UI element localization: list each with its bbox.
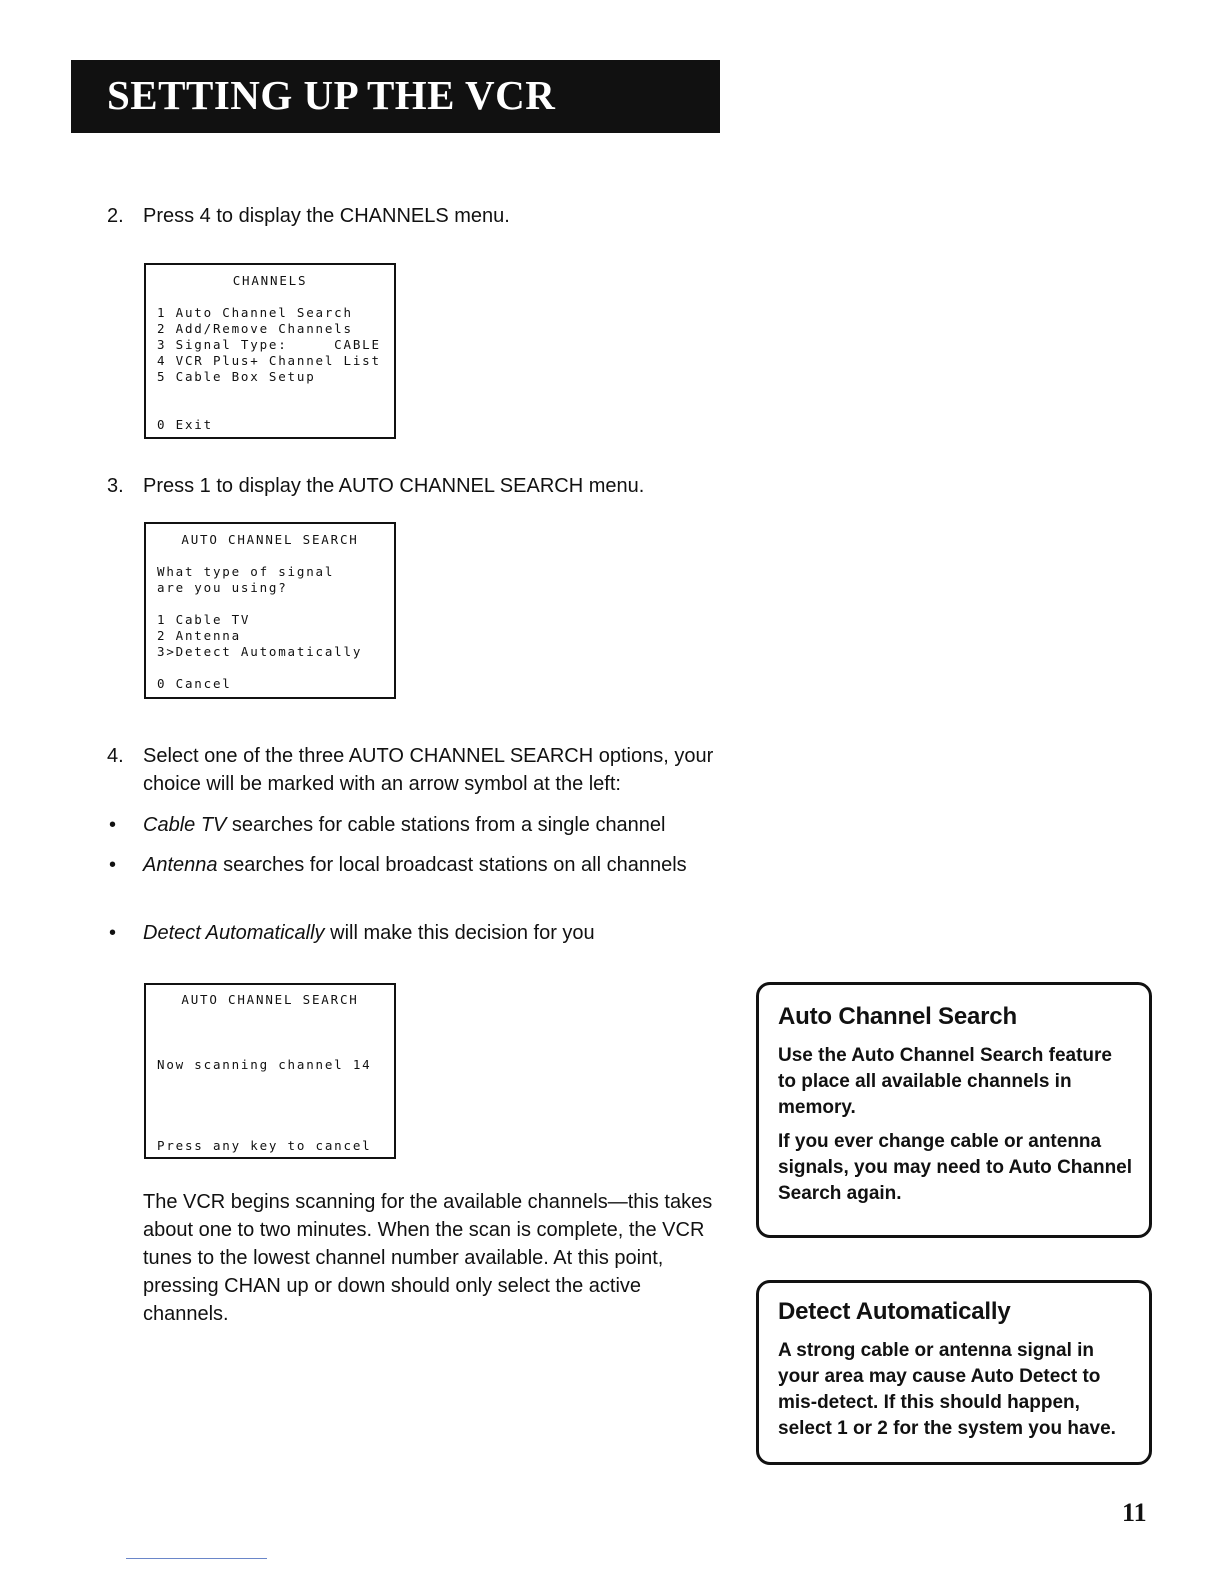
bullet-dot-icon: • [109,854,117,876]
sidebar-title: Auto Channel Search [778,1003,1017,1030]
sidebar-auto-channel-search [756,982,1152,1238]
step-4 [107,742,719,798]
bullet-cable-tv [107,811,719,839]
bullet-detect-automatically [107,919,719,947]
sidebar-paragraph: Use the Auto Channel Search feature to place all available channels in memory. [778,1045,1112,1118]
sidebar-title: Detect Automatically [778,1298,1011,1325]
bullet-antenna [107,851,719,879]
scan-footer: Press any key to cancel [157,1138,372,1153]
step-2 [107,202,719,230]
menu-option-selected: 3>Detect Automatically [157,644,363,659]
step-text: Press 1 to display the AUTO CHANNEL SEARCH menu. [143,475,645,497]
scan-status: Now scanning channel 14 [157,1057,372,1072]
menu-item: 3 Signal Type: CABLE [157,337,381,352]
bullet-term: Detect Automatically [143,922,325,944]
menu-item: 1 Auto Channel Search [157,305,353,320]
bullet-dot-icon: • [109,814,117,836]
menu-exit: 0 Exit [157,417,213,432]
bullet-text: searches for cable stations from a single channel [226,814,666,836]
auto-search-menu-screen [144,522,396,699]
step-3 [107,472,719,500]
page-number: 11 [1122,1498,1147,1527]
section-title: SETTING UP THE VCR [107,72,556,118]
menu-option: 1 Cable TV [157,612,251,627]
step-number: 2. [107,205,124,227]
step-text: Select one of the three AUTO CHANNEL SEARCH options, your choice will be marked with an arrow symbol at the left: [143,745,714,795]
menu-item: 2 Add/Remove Channels [157,321,353,336]
bullet-text: searches for local broadcast stations on all channels [217,854,687,876]
sidebar-paragraph: A strong cable or antenna signal in your area may cause Auto Detect to mis-detect. If this should happen, select 1 or 2 for the system you have. [778,1340,1116,1439]
menu-cancel: 0 Cancel [157,676,232,691]
menu-item: 4 VCR Plus+ Channel List [157,353,381,368]
sidebar-paragraph: If you ever change cable or antenna signals, you may need to Auto Channel Search again. [778,1131,1133,1204]
bullet-term: Cable TV [143,814,227,836]
bullet-text: will make this decision for you [324,922,595,944]
menu-item: 5 Cable Box Setup [157,369,316,384]
section-header [71,60,720,133]
step-text: Press 4 to display the CHANNELS menu. [143,205,510,227]
menu-question: are you using? [157,580,288,595]
channels-menu-screen [144,263,396,439]
sidebar-detect-automatically [756,1280,1152,1465]
bottom-rule [126,1558,267,1559]
menu-option: 2 Antenna [157,628,241,643]
menu-question: What type of signal [157,564,335,579]
scanning-screen [144,983,396,1159]
menu-title: AUTO CHANNEL SEARCH [181,532,359,547]
bullet-dot-icon: • [109,922,117,944]
scan-description: The VCR begins scanning for the available channels—this takes about one to two minutes. When the scan is complete, the VCR tunes to the lowest channel number available. At this point, pressing CHAN up or down should only select the active channels. [143,1191,713,1325]
menu-title: CHANNELS [232,273,308,288]
step-number: 4. [107,745,124,767]
menu-title: AUTO CHANNEL SEARCH [181,992,359,1007]
step-number: 3. [107,475,124,497]
bullet-term: Antenna [143,854,218,876]
